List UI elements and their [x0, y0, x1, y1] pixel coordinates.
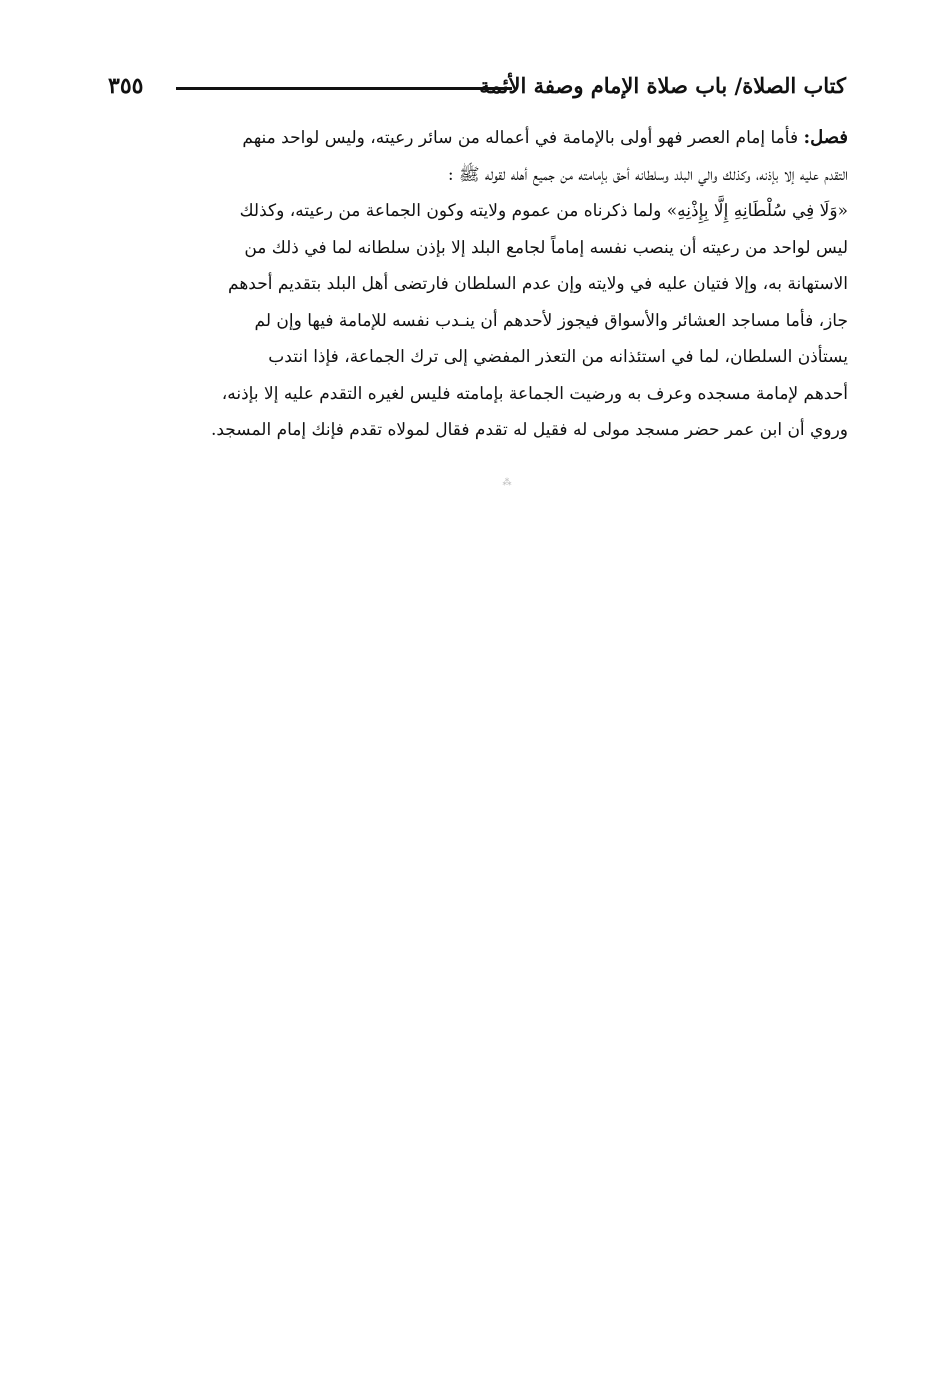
text-line-9: وروي أن ابن عمر حضر مسجد مولى له فقيل له تقدم فقال لمولاه تقدم فإنك إمام المسجد.	[210, 420, 848, 440]
running-header-title: كتاب الصلاة/ باب صلاة الإمام وصفة الأئمة	[479, 73, 846, 98]
running-header	[108, 66, 846, 106]
body-text	[108, 120, 848, 449]
section-term: فصل:	[803, 127, 848, 148]
text-line-3: «وَلَا فِي سُلْطَانِهِ إِلَّا بِإِذْنِهِ» ولما ذكرناه من عموم ولايته وكون الجماعة من رعيته، وكذلك	[239, 201, 848, 221]
text-line-1	[108, 120, 848, 157]
header-rule	[176, 87, 512, 90]
text-line-1-content: فأما إمام العصر فهو أولى بالإمامة في أعماله من سائر رعيته، وليس لواحد منهم	[242, 128, 799, 148]
text-line-7: يستأذن السلطان، لما في استئذانه من التعذر المفضي إلى ترك الجماعة، فإذا انتدب	[268, 347, 848, 367]
text-line-6: جاز، فأما مساجد العشائر والأسواق فيجوز لأحدهم أن ينـدب نفسه للإمامة فيها وإن لم	[254, 310, 848, 331]
text-line-5: الاستهانة به، وإلا فتيان عليه في ولايته وإن عدم السلطان فارتضى أهل البلد بتقديم أحدهم	[228, 274, 848, 294]
section-end-ornament-icon: ⁂	[502, 478, 512, 488]
page-number: ٣٥٥	[108, 73, 144, 99]
text-line-8: أحدهم لإمامة مسجده وعرف به ورضيت الجماعة بإمامته فليس لغيره التقدم عليه إلا بإذنه،	[221, 383, 848, 404]
text-line-4: ليس لواحد من رعيته أن ينصب نفسه إماماً لجامع البلد إلا بإذن سلطانه لما في ذلك من	[244, 237, 848, 258]
text-line-2: التقدم عليه إلا بإذنه، وكذلك والي البلد وسلطانه أحق بإمامته من جميع أهله لقوله ﷺ :	[447, 164, 848, 185]
